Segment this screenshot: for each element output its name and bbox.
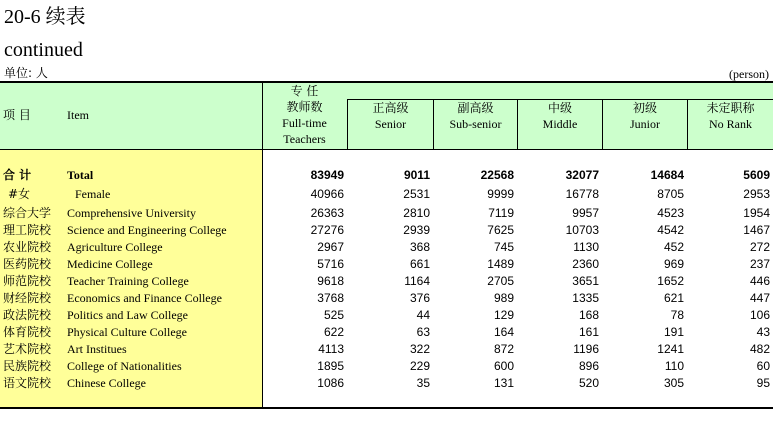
cell-senior: 44: [416, 308, 430, 322]
row-label-en: Science and Engineering College: [67, 223, 227, 237]
cell-fulltime: 2967: [317, 240, 344, 254]
cell-subsenior: 2705: [487, 274, 514, 288]
cell-junior: 305: [663, 376, 684, 390]
cell-senior: 661: [409, 257, 430, 271]
cell-junior: 4523: [657, 206, 684, 220]
header-junior-en: Junior: [630, 117, 660, 131]
cell-subsenior: 989: [493, 291, 514, 305]
header-senior-en: Senior: [374, 117, 407, 131]
header-senior: [348, 100, 433, 132]
cell-norank: 272: [749, 240, 770, 254]
row-label-zh: 民族院校: [3, 359, 52, 373]
cell-senior: 9011: [403, 168, 430, 182]
header-fulltime: [262, 83, 347, 147]
row-label-zh: 体育院校: [3, 325, 52, 339]
row-label-zh: 师范院校: [3, 274, 52, 288]
row-total-label-zh: 合 计: [3, 168, 32, 182]
header-norank-zh: 未定职称: [706, 101, 755, 115]
header-subsenior: [434, 100, 517, 132]
cell-norank: 2953: [743, 187, 770, 201]
row-label-zh: 艺术院校: [3, 342, 52, 356]
header-norank-en: No Rank: [709, 117, 752, 131]
cell-fulltime: 83949: [310, 168, 344, 182]
cell-middle: 10703: [565, 223, 599, 237]
cell-middle: 32077: [565, 168, 599, 182]
cell-fulltime: 27276: [310, 223, 344, 237]
table-bottom-rule: [0, 407, 773, 409]
cell-norank: 60: [756, 359, 770, 373]
cell-norank: 1467: [743, 223, 770, 237]
row-label-zh: 财经院校: [3, 291, 52, 305]
cell-senior: 35: [416, 376, 430, 390]
cell-senior: 2939: [403, 223, 430, 237]
cell-junior: 14684: [650, 168, 684, 182]
cell-senior: 229: [409, 359, 430, 373]
cell-junior: 191: [663, 325, 684, 339]
cell-junior: 969: [663, 257, 684, 271]
cell-subsenior: 9999: [487, 187, 514, 201]
cell-fulltime: 622: [323, 325, 344, 339]
header-senior-zh: 正高级: [372, 101, 409, 115]
header-middle-zh: 中级: [547, 101, 572, 115]
cell-fulltime: 5716: [317, 257, 344, 271]
row-label-en: Medicine College: [67, 257, 153, 271]
row-label-en: College of Nationalities: [67, 359, 182, 373]
cell-middle: 1196: [573, 342, 599, 356]
cell-junior: 452: [663, 240, 684, 254]
row-label-en: Teacher Training College: [67, 274, 189, 288]
header-fulltime-en2: Teachers: [283, 132, 326, 146]
cell-senior: 2810: [403, 206, 430, 220]
cell-fulltime: 26363: [310, 206, 344, 220]
header-fulltime-zh1: 专 任: [290, 84, 319, 98]
cell-middle: 896: [578, 359, 599, 373]
row-female-label-en: Female: [75, 187, 111, 201]
row-label-en: Art Institues: [67, 342, 127, 356]
header-fulltime-en1: Full-time: [282, 116, 327, 130]
cell-middle: 16778: [565, 187, 599, 201]
cell-norank: 447: [749, 291, 770, 305]
row-label-zh: 政法院校: [3, 308, 52, 322]
cell-fulltime: 1086: [317, 376, 344, 390]
cell-fulltime: 3768: [317, 291, 344, 305]
table-top-rule: [0, 81, 773, 83]
cell-fulltime: 4113: [318, 342, 344, 356]
row-female-label-zh: #女: [8, 187, 31, 201]
cell-subsenior: 1489: [487, 257, 514, 271]
row-label-zh: 综合大学: [3, 206, 52, 220]
cell-fulltime: 1895: [317, 359, 344, 373]
cell-senior: 2531: [403, 187, 430, 201]
row-label-en: Chinese College: [67, 376, 146, 390]
unit-label-en: (person): [729, 67, 769, 81]
cell-norank: 482: [749, 342, 770, 356]
cell-subsenior: 129: [493, 308, 514, 322]
cell-middle: 9957: [572, 206, 599, 220]
cell-senior: 63: [416, 325, 430, 339]
cell-middle: 520: [578, 376, 599, 390]
cell-middle: 1130: [573, 240, 599, 254]
header-middle: [518, 100, 602, 132]
cell-junior: 1241: [657, 342, 684, 356]
cell-norank: 106: [749, 308, 770, 322]
header-junior-zh: 初级: [632, 101, 657, 115]
row-label-en: Politics and Law College: [67, 308, 188, 322]
cell-middle: 168: [578, 308, 599, 322]
cell-middle: 161: [578, 325, 599, 339]
header-subsenior-en: Sub-senior: [449, 117, 502, 131]
cell-senior: 322: [409, 342, 430, 356]
unit-label-zh: 单位: 人: [4, 66, 48, 80]
cell-junior: 621: [663, 291, 684, 305]
cell-subsenior: 131: [493, 376, 514, 390]
cell-middle: 2360: [572, 257, 599, 271]
header-junior: [603, 100, 687, 132]
row-label-en: Agriculture College: [67, 240, 163, 254]
cell-subsenior: 164: [493, 325, 514, 339]
header-bottom-rule: [0, 149, 773, 150]
page-title: 20-6 续表: [4, 6, 86, 28]
row-label-en: Physical Culture College: [67, 325, 187, 339]
page-subtitle: continued: [4, 39, 83, 61]
row-label-zh: 农业院校: [3, 240, 52, 254]
header-norank: [688, 100, 773, 132]
header-item-zh: 项 目: [3, 108, 31, 122]
cell-fulltime: 40966: [310, 187, 344, 201]
cell-junior: 110: [664, 359, 684, 373]
cell-norank: 95: [756, 376, 770, 390]
row-label-zh: 医药院校: [3, 257, 52, 271]
header-middle-en: Middle: [542, 117, 578, 131]
cell-senior: 376: [409, 291, 430, 305]
cell-junior: 8705: [657, 187, 684, 201]
cell-norank: 43: [756, 325, 770, 339]
cell-subsenior: 22568: [480, 168, 514, 182]
row-label-zh: 语文院校: [3, 376, 52, 390]
cell-middle: 1335: [572, 291, 599, 305]
cell-norank: 5609: [743, 168, 770, 182]
cell-fulltime: 525: [323, 308, 344, 322]
cell-middle: 3651: [572, 274, 599, 288]
cell-norank: 446: [749, 274, 770, 288]
cell-subsenior: 872: [493, 342, 514, 356]
header-subsenior-zh: 副高级: [457, 101, 494, 115]
cell-junior: 4542: [657, 223, 684, 237]
cell-senior: 368: [409, 240, 430, 254]
cell-norank: 1954: [743, 206, 770, 220]
cell-junior: 1652: [657, 274, 684, 288]
row-label-en: Comprehensive University: [67, 206, 196, 220]
row-label-en: Economics and Finance College: [67, 291, 222, 305]
cell-subsenior: 745: [493, 240, 514, 254]
header-item-en: Item: [67, 108, 89, 122]
cell-junior: 78: [670, 308, 684, 322]
cell-norank: 237: [749, 257, 770, 271]
cell-fulltime: 9618: [317, 274, 344, 288]
cell-subsenior: 600: [493, 359, 514, 373]
cell-senior: 1164: [404, 274, 430, 288]
cell-subsenior: 7625: [487, 223, 514, 237]
cell-subsenior: 7119: [488, 206, 514, 220]
row-label-zh: 理工院校: [3, 223, 52, 237]
row-total-label-en: Total: [67, 168, 94, 182]
header-fulltime-zh2: 教师数: [286, 100, 323, 114]
